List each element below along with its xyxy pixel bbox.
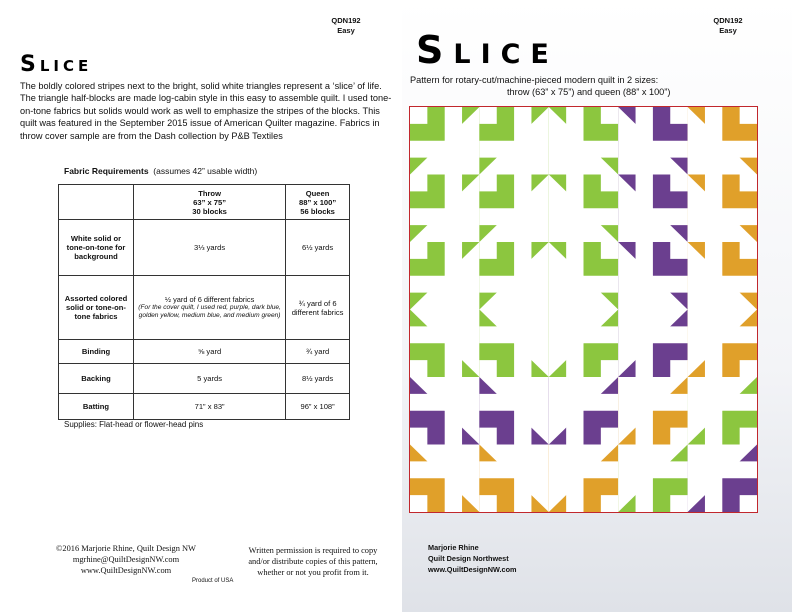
cover-title: Slice — [416, 28, 559, 72]
difficulty-level: Easy — [337, 26, 355, 35]
designer-company: Quilt Design Northwest — [428, 554, 509, 563]
quilt-stripe — [740, 175, 757, 192]
cover-pattern-code: QDN192 — [713, 16, 743, 25]
throw-cell-main: ½ yard of 6 different fabrics — [164, 295, 255, 304]
designer-credit — [428, 542, 517, 575]
quilt-block — [479, 107, 548, 175]
quilt-block — [618, 377, 687, 445]
quilt-stripe — [410, 175, 427, 192]
quilt-stripe — [479, 175, 496, 192]
quilt-block — [688, 107, 757, 175]
quilt-stripe — [740, 360, 757, 377]
quilt-stripe — [740, 428, 757, 445]
quilt-stripe — [479, 107, 496, 124]
pattern-line-2: throw (63” x 75”) and queen (88” x 100”) — [507, 87, 671, 97]
quilt-block — [549, 445, 618, 513]
quilt-block — [549, 242, 618, 310]
quilt-stripe — [601, 360, 618, 377]
pattern-description — [410, 74, 786, 98]
intro-paragraph: The boldly colored stripes next to the bright, solid white triangles represent a ‘slice’ of life. The triangle half-blocks are made log-cabin style in this easy to assemble quilt. I used tone-on-tone fabrics but solids would work as well to emphasize the stripes of the blocks. This quilt was featured in the September 2015 issue of American Quilter magazine. Fabrics in throw cover sample are from the Dash collection by P&B Textiles — [20, 81, 392, 141]
table-row — [59, 276, 350, 340]
quilt-stripe — [410, 428, 427, 445]
quilt-block — [479, 175, 548, 243]
quilt-stripe — [670, 175, 687, 192]
product-of-usa: Product of USA — [192, 578, 234, 584]
designer-website[interactable]: www.QuiltDesignNW.com — [428, 565, 517, 574]
fabric-requirements-table — [58, 184, 350, 420]
quilt-stripe — [670, 360, 687, 377]
quilt-block — [410, 175, 479, 243]
row-label: Assorted colored solid or tone-on-tone fabrics — [59, 276, 134, 340]
quilt-block — [549, 377, 618, 445]
quilt-illustration — [410, 107, 757, 512]
queen-header — [286, 185, 350, 220]
row-label: Batting — [59, 394, 134, 420]
table-row — [59, 220, 350, 276]
permission-block — [232, 545, 394, 578]
quilt-block — [410, 310, 479, 378]
quilt-block — [618, 310, 687, 378]
quilt-stripe — [410, 242, 427, 259]
queen-cell: ¾ yard — [286, 340, 350, 364]
designer-name: Marjorie Rhine — [428, 543, 479, 552]
quilt-stripe — [670, 242, 687, 259]
permission-line: Written permission is required to copy — [248, 546, 378, 555]
queen-block-count: 56 blocks — [300, 206, 335, 216]
queen-cell: ¾ yard of 6 different fabrics — [286, 276, 350, 340]
row-label: Binding — [59, 340, 134, 364]
copyright-block — [40, 543, 212, 576]
quilt-block — [688, 310, 757, 378]
quilt-stripe — [479, 428, 496, 445]
quilt-stripe — [601, 175, 618, 192]
quilt-block — [549, 175, 618, 243]
quilt-block — [618, 107, 687, 175]
table-row — [59, 394, 350, 420]
throw-cell: 3⅓ yards — [134, 220, 286, 276]
row-label: Backing — [59, 364, 134, 394]
quilt-block — [410, 107, 479, 175]
quilt-stripe — [601, 428, 618, 445]
table-header-row — [59, 185, 350, 220]
quilt-block — [410, 242, 479, 310]
quilt-block — [479, 377, 548, 445]
quilt-block — [618, 445, 687, 513]
quilt-stripe — [670, 107, 687, 124]
quilt-stripe — [410, 107, 427, 124]
fabric-heading-label: Fabric Requirements — [64, 166, 149, 176]
pattern-line-1: Pattern for rotary-cut/machine-pieced modern quilt in 2 sizes: — [410, 75, 659, 85]
quilt-block — [688, 377, 757, 445]
quilt-stripe — [601, 107, 618, 124]
pattern-code-block — [326, 16, 366, 36]
cover-code-block — [708, 16, 748, 36]
email-link[interactable]: mgrhine@QuiltDesignNW.com — [72, 555, 180, 564]
quilt-block — [688, 445, 757, 513]
supplies-note: Supplies: Flat-head or flower-head pins — [64, 420, 204, 429]
quilt-block — [618, 242, 687, 310]
table-corner — [59, 185, 134, 220]
quilt-block — [479, 310, 548, 378]
row-label: White solid or tone-on-tone for background — [59, 220, 134, 276]
quilt-stripe — [601, 495, 618, 512]
cover-difficulty-level: Easy — [719, 26, 737, 35]
queen-size-name: Queen — [305, 188, 330, 198]
quilt-stripe — [479, 360, 496, 377]
copyright-line: ©2016 Marjorie Rhine, Quilt Design NW — [56, 544, 196, 553]
table-row — [59, 364, 350, 394]
quilt-stripe — [670, 495, 687, 512]
permission-line: and/or distribute copies of this pattern, — [248, 557, 378, 566]
fabric-heading — [64, 166, 257, 176]
quilt-block — [479, 242, 548, 310]
quilt-block — [410, 377, 479, 445]
quilt-block — [549, 310, 618, 378]
quilt-block — [479, 445, 548, 513]
quilt-stripe — [670, 428, 687, 445]
table-row — [59, 340, 350, 364]
quilt-stripe — [410, 360, 427, 377]
quilt-block — [618, 175, 687, 243]
throw-cell-note: (For the cover quilt, I used red, purple, dark blue, golden yellow, medium blue, and medium green) — [138, 304, 281, 319]
throw-block-count: 30 blocks — [192, 206, 227, 216]
throw-size-dims: 63” x 75” — [193, 197, 227, 207]
throw-size-name: Throw — [198, 188, 221, 198]
quilt-block — [688, 175, 757, 243]
pattern-code: QDN192 — [331, 16, 361, 25]
quilt-stripe — [740, 107, 757, 124]
queen-cell: 96” x 108” — [286, 394, 350, 420]
queen-cell: 6½ yards — [286, 220, 350, 276]
quilt-stripe — [479, 495, 496, 512]
fabric-note: (assumes 42” usable width) — [153, 166, 258, 176]
page-title: Slice — [20, 52, 93, 77]
quilt-stripe — [410, 495, 427, 512]
throw-cell: ⅝ yard — [134, 340, 286, 364]
quilt-stripe — [479, 242, 496, 259]
quilt-cover-image — [409, 106, 758, 513]
permission-line: whether or not you profit from it. — [257, 568, 369, 577]
throw-cell: 5 yards — [134, 364, 286, 394]
quilt-block — [549, 107, 618, 175]
queen-cell: 8½ yards — [286, 364, 350, 394]
quilt-stripe — [740, 242, 757, 259]
website-link[interactable]: www.QuiltDesignNW.com — [80, 566, 172, 575]
throw-header — [134, 185, 286, 220]
quilt-block — [688, 242, 757, 310]
queen-size-dims: 88” x 100” — [299, 197, 337, 207]
quilt-block — [410, 445, 479, 513]
quilt-stripe — [601, 242, 618, 259]
quilt-stripe — [740, 495, 757, 512]
throw-cell: 71” x 83” — [134, 394, 286, 420]
throw-cell — [134, 276, 286, 340]
